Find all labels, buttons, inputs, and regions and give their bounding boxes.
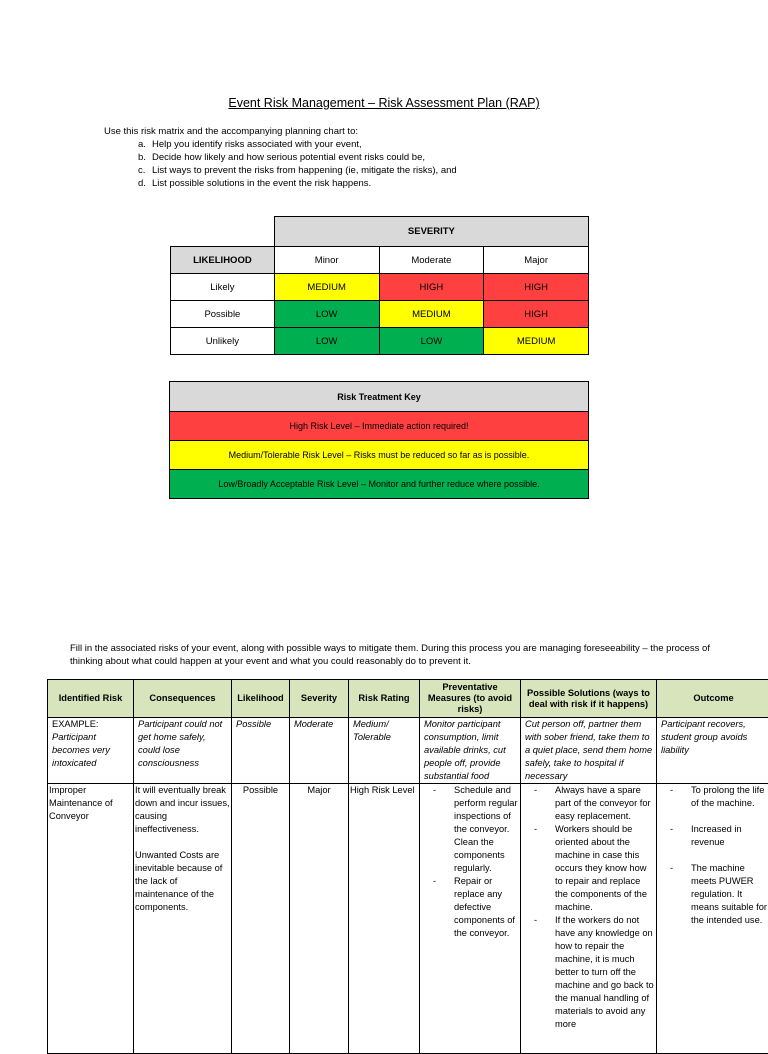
solutions-cell	[521, 784, 657, 1054]
matrix-cell: MEDIUM	[274, 274, 379, 301]
column-header: Identified Risk	[48, 680, 134, 718]
column-header: Possible Solutions (ways to deal with risk if it happens)	[521, 680, 657, 718]
intro-item-text: Decide how likely and how serious potential event risks could be,	[152, 152, 425, 163]
list-item-text: Increased in revenue	[691, 824, 742, 847]
dash-bullet: -	[670, 823, 673, 836]
outcome-cell	[657, 784, 768, 1054]
list-item	[522, 823, 655, 914]
intro-instructions	[104, 125, 457, 190]
column-header: Outcome	[657, 680, 768, 718]
table-row	[48, 784, 768, 1054]
dash-bullet: -	[534, 914, 537, 927]
matrix-cell: LOW	[274, 328, 379, 355]
preventative-cell	[420, 784, 521, 1054]
severity-level: Major	[484, 247, 589, 274]
list-marker: b.	[138, 151, 146, 164]
list-item	[522, 914, 655, 1031]
list-item	[658, 862, 768, 927]
matrix-cell: HIGH	[484, 274, 589, 301]
treatment-low: Low/Broadly Acceptable Risk Level – Monitor and further reduce where possible.	[170, 470, 589, 499]
list-item-text: Workers should be oriented about the machine in case this occurs they know how to repair and replace the components of the machine.	[555, 824, 647, 912]
consequences-cell	[134, 784, 232, 1054]
column-header: Likelihood	[232, 680, 290, 718]
consequence-text: It will eventually break down and incur issues, causing ineffectiveness.	[135, 784, 230, 836]
dash-bullet: -	[534, 784, 537, 797]
list-item-text: Schedule and perform regular inspections of the conveyor. Clean the components regularly.	[454, 785, 518, 873]
treatment-medium: Medium/Tolerable Risk Level – Risks must be reduced so far as is possible.	[170, 441, 589, 470]
dash-bullet: -	[670, 784, 673, 797]
dash-bullet: -	[433, 784, 436, 797]
list-item	[658, 823, 768, 849]
rating-cell: High Risk Level	[349, 784, 420, 1054]
intro-item-text: List ways to prevent the risks from happening (ie, mitigate the risks), and	[152, 165, 457, 176]
consequence-text: Unwanted Costs are inevitable because of the lack of maintenance of the components.	[135, 849, 230, 914]
intro-item	[138, 151, 457, 164]
list-item-text: Repair or replace any defective components of the conveyor.	[454, 876, 515, 938]
list-item-text: The machine meets PUWER regulation. It means suitable for the intended use.	[691, 863, 767, 925]
likelihood-cell: Possible	[232, 784, 290, 1054]
list-item	[421, 875, 519, 940]
table-header-row	[48, 680, 768, 718]
risk-assessment-table	[47, 679, 768, 1054]
matrix-cell: MEDIUM	[379, 301, 484, 328]
consequences-cell: Participant could not get home safely, could lose consciousness	[134, 718, 232, 784]
severity-cell: Moderate	[290, 718, 349, 784]
list-item	[421, 784, 519, 875]
likelihood-cell: Possible	[232, 718, 290, 784]
column-header: Severity	[290, 680, 349, 718]
column-header: Preventative Measures (to avoid risks)	[420, 680, 521, 718]
risk-treatment-key	[169, 381, 589, 499]
likelihood-level: Possible	[171, 301, 275, 328]
list-marker: c.	[138, 164, 145, 177]
dash-bullet: -	[433, 875, 436, 888]
intro-item	[138, 164, 457, 177]
list-item-text: If the workers do not have any knowledge on how to repair the machine, it is much better to turn off the machine and go back to the manual handling of materials to avoid any more	[555, 915, 654, 1029]
matrix-cell: MEDIUM	[484, 328, 589, 355]
dash-bullet: -	[670, 862, 673, 875]
intro-list	[104, 138, 457, 190]
likelihood-level: Unlikely	[171, 328, 275, 355]
likelihood-header: LIKELIHOOD	[171, 247, 275, 274]
matrix-cell: HIGH	[484, 301, 589, 328]
risk-cell: Improper Maintenance of Conveyor	[48, 784, 134, 1054]
likelihood-level: Likely	[171, 274, 275, 301]
preventative-list	[421, 784, 519, 940]
solutions-cell: Cut person off, partner them with sober friend, take them to a quiet place, send them home safely, take to hospital if necessary	[521, 718, 657, 784]
fill-in-instructions: Fill in the associated risks of your event, along with possible ways to mitigate them. During this process you are managing foreseeability – the process of thinking about what could happen at your event and what you could reasonably do to prevent it.	[70, 642, 720, 668]
column-header: Consequences	[134, 680, 232, 718]
severity-level: Minor	[274, 247, 379, 274]
intro-lead: Use this risk matrix and the accompanying planning chart to:	[104, 125, 457, 138]
matrix-cell: HIGH	[379, 274, 484, 301]
outcome-list	[658, 784, 768, 927]
preventative-cell: Monitor participant consumption, limit available drinks, cut people off, provide substantial food	[420, 718, 521, 784]
matrix-cell: LOW	[379, 328, 484, 355]
treatment-high: High Risk Level – Immediate action required!	[170, 412, 589, 441]
example-label: EXAMPLE:	[52, 718, 132, 731]
dash-bullet: -	[534, 823, 537, 836]
severity-cell: Major	[290, 784, 349, 1054]
column-header: Risk Rating	[349, 680, 420, 718]
solutions-list	[522, 784, 655, 1031]
list-item-text: To prolong the life of the machine.	[691, 785, 764, 808]
severity-header: SEVERITY	[274, 217, 588, 247]
treatment-key-title: Risk Treatment Key	[170, 382, 589, 412]
intro-item	[138, 177, 457, 190]
list-item	[522, 784, 655, 823]
outcome-cell: Participant recovers, student group avoids liability	[657, 718, 768, 784]
intro-item-text: Help you identify risks associated with your event,	[152, 139, 362, 150]
list-marker: d.	[138, 177, 146, 190]
intro-item-text: List possible solutions in the event the risk happens.	[152, 178, 371, 189]
matrix-corner	[171, 217, 275, 247]
table-row	[48, 718, 768, 784]
severity-level: Moderate	[379, 247, 484, 274]
risk-cell	[48, 718, 134, 784]
list-marker: a.	[138, 138, 146, 151]
rating-cell: Medium/ Tolerable	[349, 718, 420, 784]
list-item-text: Always have a spare part of the conveyor for easy replacement.	[555, 785, 651, 821]
list-item	[658, 784, 768, 810]
example-risk: Participant becomes very intoxicated	[52, 731, 132, 770]
risk-matrix	[170, 216, 589, 355]
document-title: Event Risk Management – Risk Assessment Plan (RAP)	[0, 96, 768, 110]
matrix-cell: LOW	[274, 301, 379, 328]
intro-item	[138, 138, 457, 151]
